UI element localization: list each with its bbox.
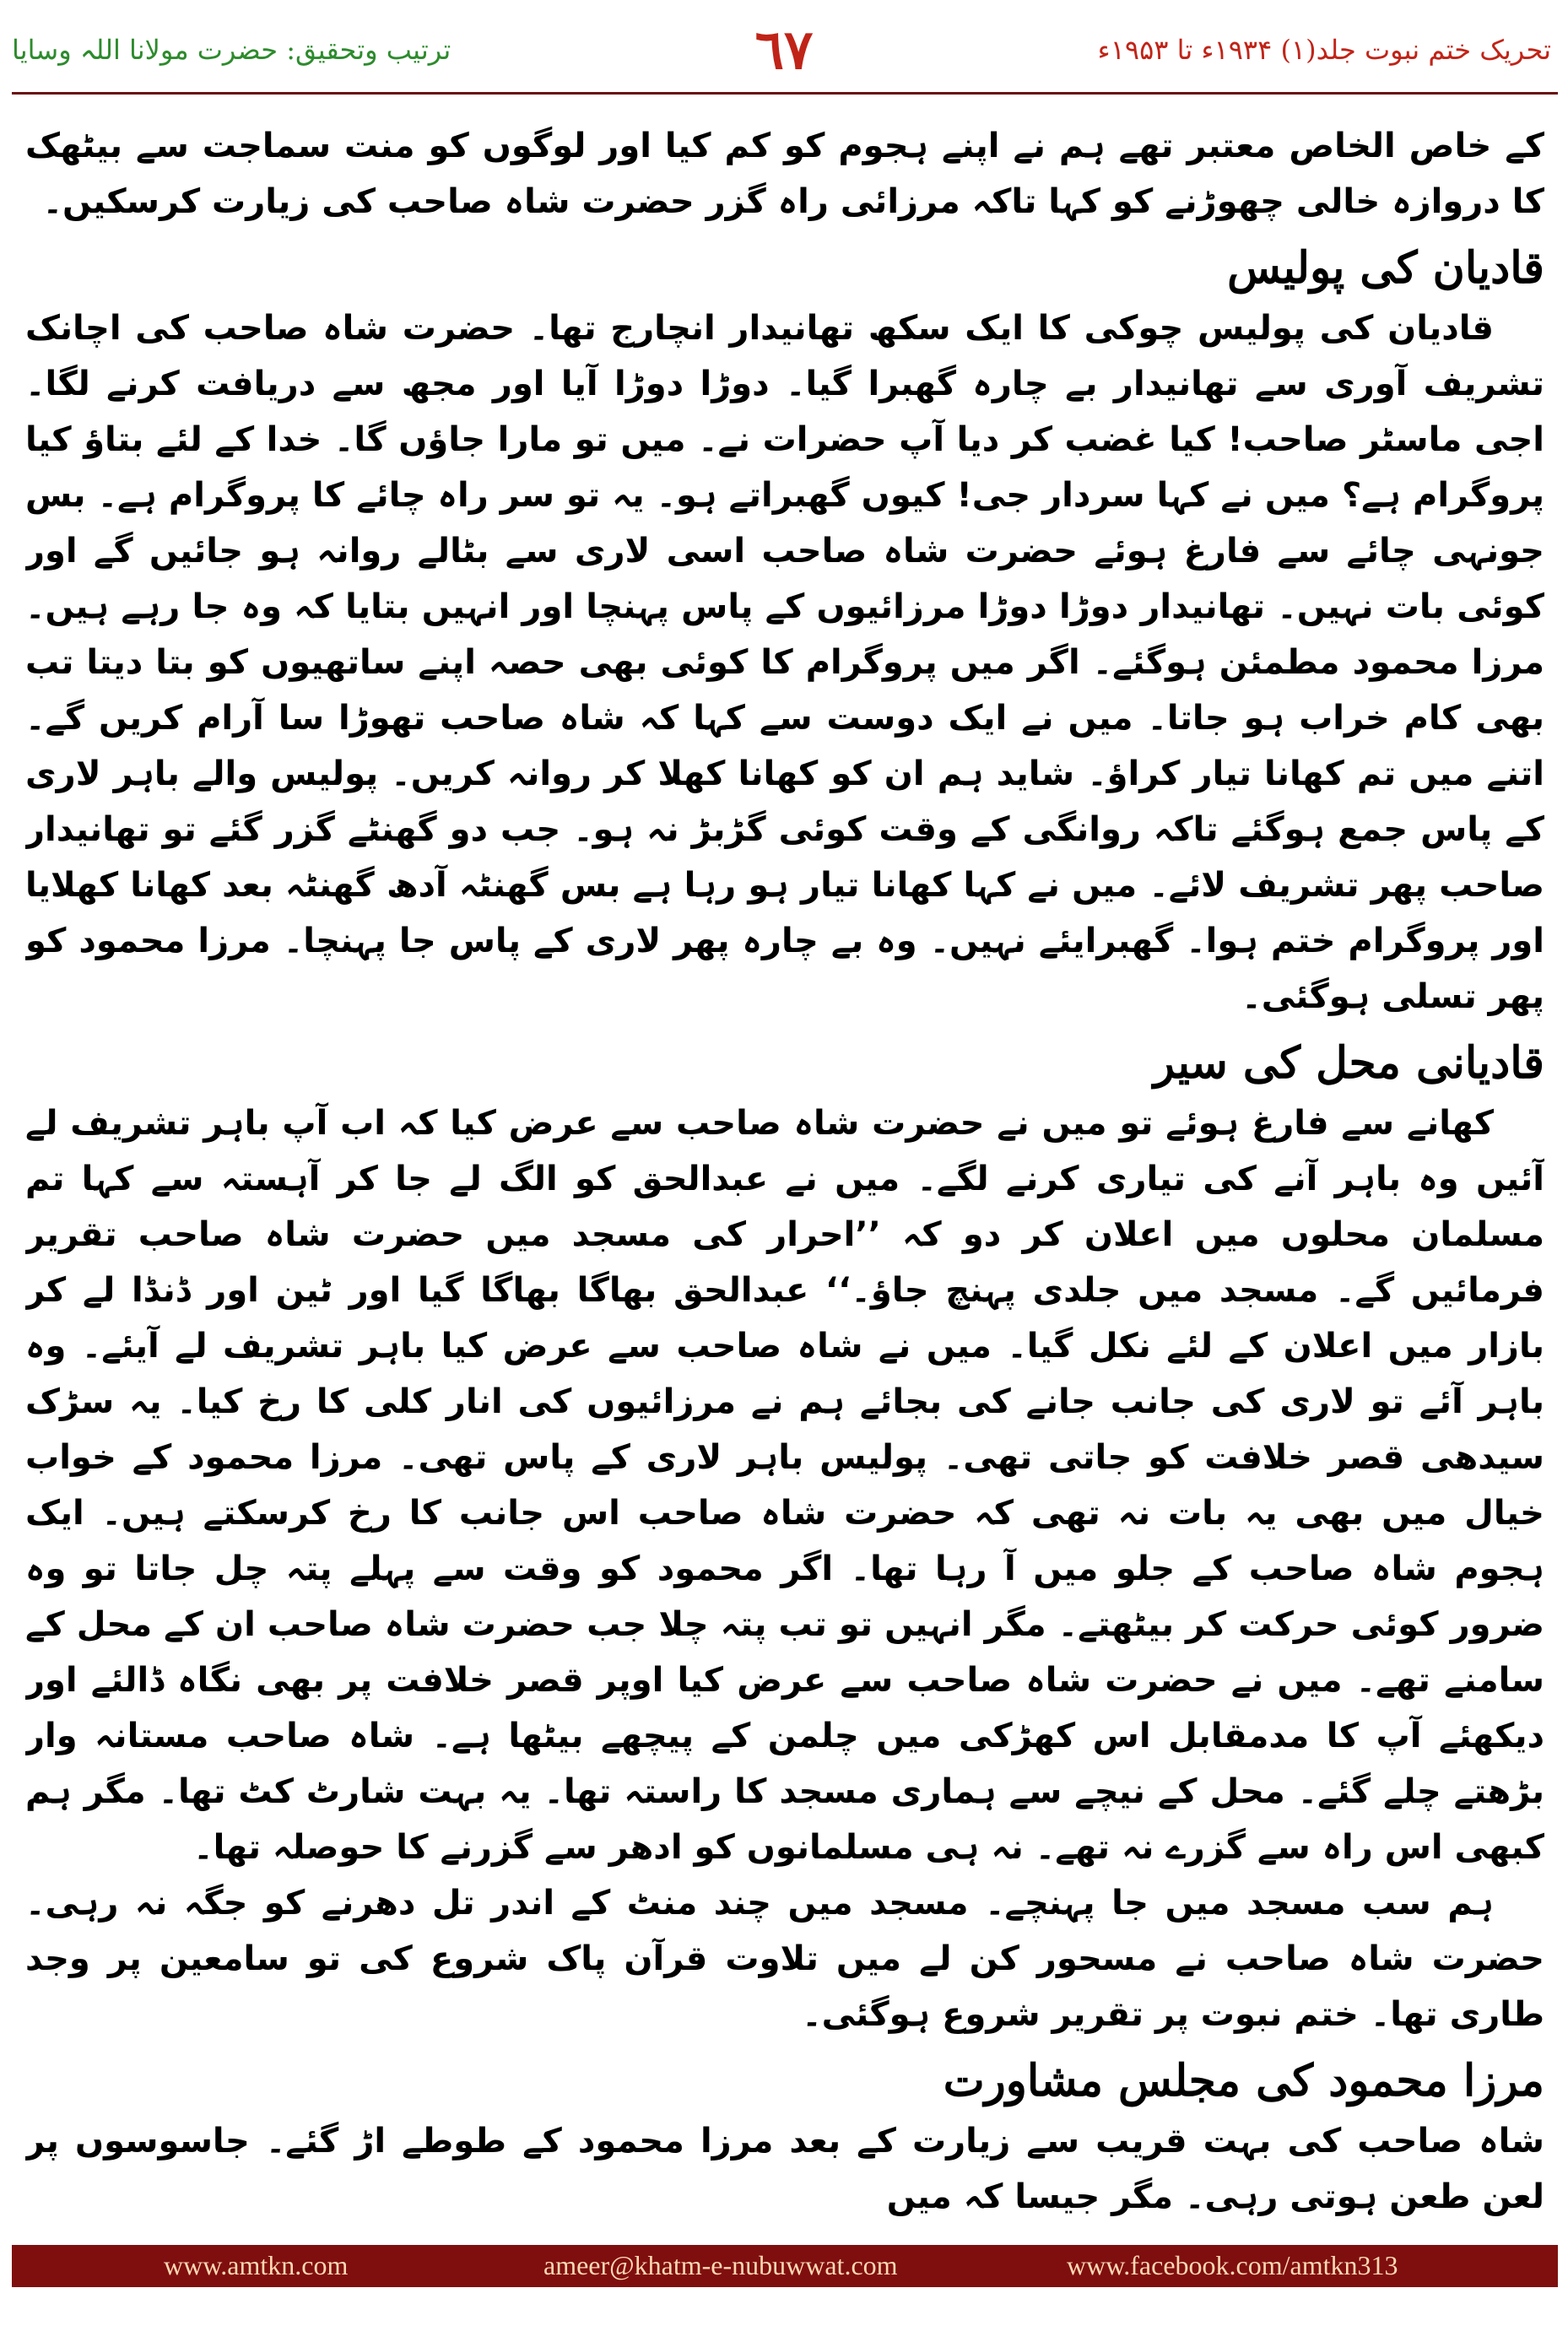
footer-facebook-link[interactable]: www.facebook.com/amtkn313 [1067,2250,1398,2280]
header-compiler: ترتیب وتحقیق: حضرت مولانا اللہ وسایا [12,34,451,66]
paragraph: ہم سب مسجد میں جا پہنچے۔ مسجد میں چند منٹ کے اندر تل دھرنے کو جگہ نہ رہی۔ حضرت شاہ صاحب نے مسحور کن لے میں تلاوت قرآن پاک شروع کی تو سامعین پر وجد طاری تھا۔ ختم نبوت پر تقریر شروع ہوگئی۔ [25,1884,1544,2034]
paragraph: کھانے سے فارغ ہوئے تو میں نے حضرت شاہ صاحب سے عرض کیا کہ اب آپ باہر تشریف لے آئیں وہ باہر آنے کی تیاری کرنے لگے۔ میں نے عبدالحق کو الگ لے جا کر آہستہ سے کہا تم مسلمان محلوں میں اعلان کر دو کہ ’’احرار کی مسجد میں حضرت شاہ صاحب تقریر فرمائیں گے۔ مسجد میں جلدی پہنچ جاؤ۔‘‘ عبدالحق بھاگا بھاگا گیا اور ٹین اور ڈنڈا لے کر بازار میں اعلان کے لئے نکل گیا۔ میں نے شاہ صاحب سے عرض کیا باہر تشریف لے آیئے۔ وہ باہر آئے تو لاری کی جانب جانے کی بجائے ہم نے مرزائیوں کی انار کلی کا رخ کیا۔ یہ سڑک سیدھی قصر خلافت کو جاتی تھی۔ پولیس باہر لاری کے پاس تھی۔ مرزا محمود کے خواب خیال میں بھی یہ بات نہ تھی کہ حضرت شاہ صاحب اس جانب کا رخ کرسکتے ہیں۔ ایک ہجوم شاہ صاحب کے جلو میں آ رہا تھا۔ اگر محمود کو وقت سے پہلے پتہ چل جاتا تو وہ ضرور کوئی حرکت کر بیٹھتے۔ مگر انہیں تو تب پتہ چلا جب حضرت شاہ صاحب ان کے محل کے سامنے تھے۔ میں نے حضرت شاہ صاحب سے عرض کیا اوپر قصر خلافت پر بھی نگاہ ڈالئے اور دیکھئے آپ کا مدمقابل اس کھڑکی میں چلمن کے پیچھے بیٹھا ہے۔ شاہ صاحب مستانہ وار بڑھتے چلے گئے۔ محل کے نیچے سے ہماری مسجد کا راستہ تھا۔ یہ بہت شارٹ کٹ تھا۔ مگر ہم کبھی اس راہ سے گزرے نہ تھے۔ نہ ہی مسلمانوں کو ادھر سے گزرنے کا حوصلہ تھا۔ [25,1104,1544,1867]
section-heading: مرزا محمود کی مجلس مشاورت [943,2055,1544,2107]
page-number: ٦٧ [754,19,814,82]
page-body [25,118,1544,2220]
header-divider [12,92,1558,95]
page-header [0,0,1568,101]
paragraph: شاہ صاحب کی بہت قریب سے زیارت کے بعد مرزا محمود کے طوطے اڑ گئے۔ جاسوسوں پر لعن طعن ہوتی رہی۔ مگر جیسا کہ میں [25,2122,1544,2216]
footer-email-link[interactable]: ameer@khatm-e-nubuwwat.com [543,2250,898,2280]
paragraph: کے خاص الخاص معتبر تھے ہم نے اپنے ہجوم کو کم کیا اور لوگوں کو منت سماجت سے بیٹھک کا دروازہ خالی چھوڑنے کو کہا تاکہ مرزائی راہ گزر حضرت شاہ صاحب کی زیارت کرسکیں۔ [25,127,1544,221]
paragraph: قادیان کی پولیس چوکی کا ایک سکھ تھانیدار انچارج تھا۔ حضرت شاہ صاحب کی اچانک تشریف آوری سے تھانیدار بے چارہ گھبرا گیا۔ دوڑا دوڑا آیا اور مجھ سے دریافت کرنے لگا۔ اجی ماسٹر صاحب! کیا غضب کر دیا آپ حضرات نے۔ میں تو مارا جاؤں گا۔ خدا کے لئے بتاؤ کیا پروگرام ہے؟ میں نے کہا سردار جی! کیوں گھبراتے ہو۔ یہ تو سر راہ چائے کا پروگرام ہے۔ بس جونہی چائے سے فارغ ہوئے حضرت شاہ صاحب اسی لاری سے بٹالے روانہ ہو جائیں گے اور کوئی بات نہیں۔ تھانیدار دوڑا دوڑا مرزائیوں کے پاس پہنچا اور انہیں بتایا کہ وہ جا رہے ہیں۔ مرزا محمود مطمئن ہوگئے۔ اگر میں پروگرام کا کوئی بھی حصہ اپنے ساتھیوں کو بتا دیتا تب بھی کام خراب ہو جاتا۔ میں نے ایک دوست سے کہا کہ شاہ صاحب تھوڑا سا آرام کریں گے۔ اتنے میں تم کھانا تیار کراؤ۔ شاید ہم ان کو کھانا کھلا کر روانہ کریں۔ پولیس والے باہر لاری کے پاس جمع ہوگئے تاکہ روانگی کے وقت کوئی گڑبڑ نہ ہو۔ جب دو گھنٹے گزر گئے تو تھانیدار صاحب پھر تشریف لائے۔ میں نے کہا کھانا تیار ہو رہا ہے بس گھنٹہ آدھ گھنٹہ بعد کھانا کھلایا اور پروگرام ختم ہوا۔ گھبرایئے نہیں۔ وہ بے چارہ پھر لاری کے پاس جا پہنچا۔ مرزا محمود کو پھر تسلی ہوگئی۔ [25,309,1544,1016]
footer-website-link[interactable]: www.amtkn.com [164,2250,349,2280]
page-footer [12,2245,1558,2287]
header-book-title: تحریک ختم نبوت جلد(۱) ۱۹۳۴ء تا ۱۹۵۳ء [1097,34,1551,66]
section-heading: قادیانی محل کی سیر [1153,1037,1544,1089]
section-heading: قادیان کی پولیس [1227,242,1544,294]
